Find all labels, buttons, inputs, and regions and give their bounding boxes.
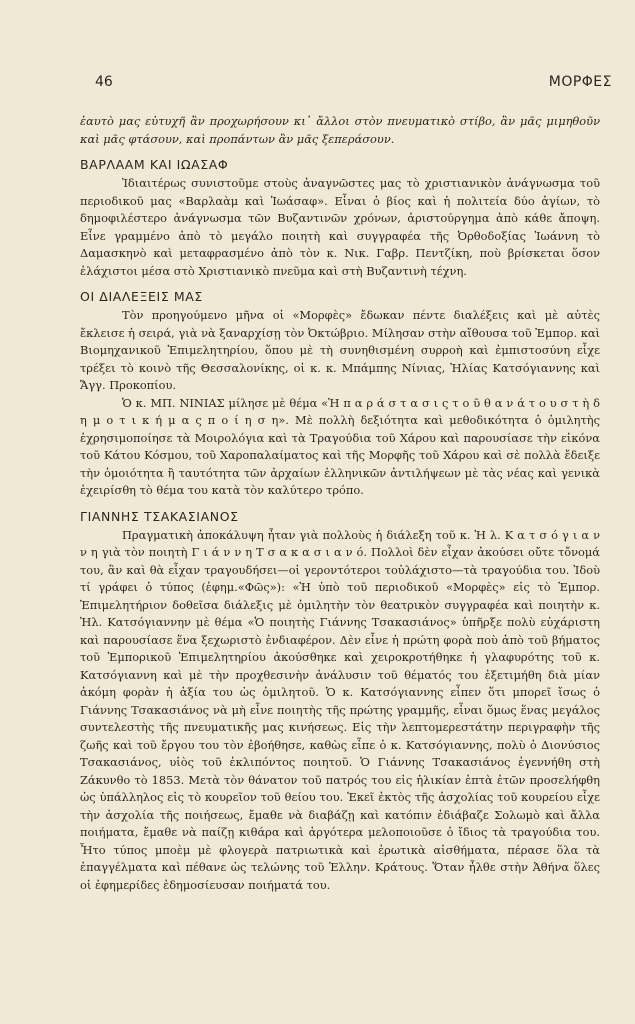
paragraph-lectures-intro: Τὸν προηγούμενο μῆνα οἱ «Μορφὲς» ἔδωκαν πέντε διαλέξεις καὶ μὲ αὐτὲς ἔκλεισε ἡ σειρά, γιὰ νὰ ξαναρχίσῃ τὸν Ὀκτώβριο. Μίλησαν στὴν αἴθουσα τοῦ Ἐμπορ. καὶ Βιομηχανικοῦ Ἐπιμελητηρίου, ὅπου μὲ τὴ συνηθισμένη συρροὴ καὶ ἐμπιστοσύνη εἶχε τρέξει τὸ κοινὸ τῆς Θεσσαλονίκης, οἱ κ. κ. Μπάμπης Νίνιας, Ἠλίας Κατσόγιαννης καὶ Ἄγγ. Προκοπίου. [80,308,600,392]
page-header [95,74,612,94]
paragraph-ninias-lecture: Ὁ κ. ΜΠ. ΝΙΝΙΑΣ μίλησε μὲ θέμα «Ἡ π α ρ ά σ τ α σ ι ς τ ο ῦ θ α ν ά τ ο υ σ τ ὴ δ η μ ο τ ι κ ή μ α ς π ο ί η σ η». Μὲ πολλὴ δεξιότητα καὶ μεθοδικότητα ὁ ὁμιλητὴς ἐχρησιμοποίησε τὰ Μοιρολόγια καὶ τὰ Τραγούδια τοῦ Χάρου καὶ παρουσίασε τὴν εἰκόνα τοῦ Κάτου Κόσμου, τοῦ Χαροπαλαίματος καὶ τῆς Μορφῆς τοῦ Χάρου καὶ σὲ πολλὰ ἔδειξε τὴν ὁμοιότητα ἢ ταυτότητα τῶν ἀρχαίων ἑλληνικῶν ἀντιλήψεων μὲ τὰς νέας καὶ γενικὰ ἐχειρίσθη τὸ θέμα του κατὰ τὸν καλύτερο τρόπο. [80,395,600,497]
section-heading-varlaam: ΒΑΡΛΑΑΜ ΚΑΙ ΙΩΑΣΑΦ [80,157,229,172]
paragraph-tsakasianos: Πραγματικὴ ἀποκάλυψη ἦταν γιὰ πολλοὺς ἡ διάλεξη τοῦ κ. Ἠ λ. Κ α τ σ ό γ ι α ν ν η γιὰ τὸν ποιητὴ Γ ι ά ν ν η Τ σ α κ α σ ι α ν ό. Πολλοὶ δὲν εἶχαν ἀκούσει οὔτε τὄνομά του, ἂν καὶ θὰ εἶχαν τραγουδήσει—οἱ γεροντότεροι τοὐλάχιστο—τὰ τραγούδια του. Ἰδοὺ τί γράφει ὁ τύπος (ἐφημ.«Φῶς»): «Ἡ ὑπὸ τοῦ περιοδικοῦ «Μορφὲς» εἰς τὸ Ἐμπορ. Ἐπιμελητήριον δοθεῖσα διάλεξις μὲ ὁμιλητὴν τὸν θεατρικὸν συγγραφέα καὶ ποιητὴν κ. Ἠλ. Κατσόγιαννην μὲ θέμα «Ὁ ποιητὴς Γιάννης Τσακασιάνος» ὑπῆρξε πολὺ εὐχάριστη καὶ παρουσίασε ἕνα ξεχωριστὸ ἐνδιαφέρον. Δὲν εἶνε ἡ πρώτη φορὰ ποὺ ἀπὸ τοῦ βήματος τοῦ Ἐμπορικοῦ Ἐπιμελητηρίου ἀκούσθηκε καὶ χειροκροτήθηκε ἡ γλαφυρότης τοῦ κ. Κατσόγιαννη καὶ μὲ τὴν προχθεσινὴν ἀνάλυσιν τοῦ θέματός του ἐξετιμήθη διὰ μίαν ἀκόμη φορὰν ἡ ἀξία του ὡς ὁμιλητοῦ. Ὁ κ. Κατσόγιαννης εἶπεν ὅτι μπορεῖ ἴσως ὁ Γιάννης Τσακασιάνος νὰ μὴ εἶνε ποιητὴς τῆς πρώτης γραμμῆς, εἶναι ὅμως ἕνας μεγάλος συντελεστὴς τῆς πνευματικῆς μας κινήσεως. Εἰς τὴν λεπτομερεστάτην περιγραφὴν τῆς ζωῆς καὶ τοῦ ἔργου του τὸν ἐβοήθησε, καθὼς εἶπε ὁ κ. Κατσόγιαννης, πολὺ ὁ Διονύσιος Τσακασιάνος, υἱὸς τοῦ ἐκλιπόντος ποιητοῦ. Ὁ Γιάννης Τσακασιάνος ἐγεννήθη στὴ Ζάκυνθο τὸ 1853. Μετὰ τὸν θάνατον τοῦ πατρός του εἰς ἡλικίαν ἑπτὰ ἐτῶν προσελήφθη ὡς ὑπάλληλος εἰς τὸ κουρεῖον τοῦ θείου του. Ἐκεῖ ἐκτὸς τῆς ἀσχολίας τοῦ κουρείου εἶχε τὴν ἀσχολία τῆς ποιήσεως, ἔμαθε νὰ διαβάζῃ καὶ κατόπιν ἐδιάβαζε Σολωμὸ καὶ ἄλλα ποιήματα, ἔμαθε νὰ παίζῃ κιθάρα καὶ ἀργότερα μελοποιοῦσε ὁ ἴδιος τὰ τραγούδια του. Ἦτο τύπος μποὲμ μὲ φλογερὰ πατριωτικὰ καὶ ἐρωτικὰ αἰσθήματα, πέρασε ὅλα τὰ ἐπαγγέλματα καὶ πέθανε ὡς τελώνης τοῦ Ἑλλην. Κράτους. Ὅταν ἦλθε στὴν Ἀθήνα ὅλες οἱ ἐφημερίδες ἐδημοσίευσαν ποιήματά του. [80,527,600,892]
running-title: ΜΟΡΦΕΣ [548,74,612,90]
section-heading-tsakasianos: ΓΙΑΝΝΗΣ ΤΣΑΚΑΣΙΑΝΟΣ [80,508,239,524]
continued-paragraph: ἑαυτὸ μας εὐτυχῆ ἂν προχωρήσουν κι᾿ ἄλλοι στὸν πνευματικὸ στίβο, ἂν μᾶς μιμηθοῦν καὶ μᾶς φτάσουν, καὶ προπάντων ἂν μᾶς ξεπεράσουν. [80,114,600,146]
page-number: 46 [95,74,113,90]
section-heading-lectures: ΟΙ ΔΙΑΛΕΞΕΙΣ ΜΑΣ [80,289,203,304]
article-body [80,113,600,894]
paragraph-varlaam: Ἰδιαιτέρως συνιστοῦμε στοὺς ἀναγνῶστες μας τὸ χριστιανικὸν ἀνάγνωσμα τοῦ περιοδικοῦ μας «Βαρλαὰμ καὶ Ἰωάσαφ». Εἶναι ὁ βίος καὶ ἡ πολιτεία δύο ἁγίων, τὸ δημοφιλέστερο ἀνάγνωσμα τῶν Βυζαντινῶν χρόνων, ἀριστούργημα ἀπὸ κάθε ἄποψη. Εἶνε γραμμένο ἀπὸ τὸ μεγάλο ποιητὴ καὶ συγγραφέα τῆς Ὀρθοδοξίας Ἰωάννη τὸ Δαμασκηνὸ καὶ μεταφρασμένο ἀπὸ τὸν κ. Νικ. Γαβρ. Πεντζίκη, ποὺ βρίσκεται ὅσον ἐλάχιστοι μέσα στὸ Χριστιανικὸ πνεῦμα καὶ στὴ Βυζαντινὴ τέχνη. [80,176,600,278]
